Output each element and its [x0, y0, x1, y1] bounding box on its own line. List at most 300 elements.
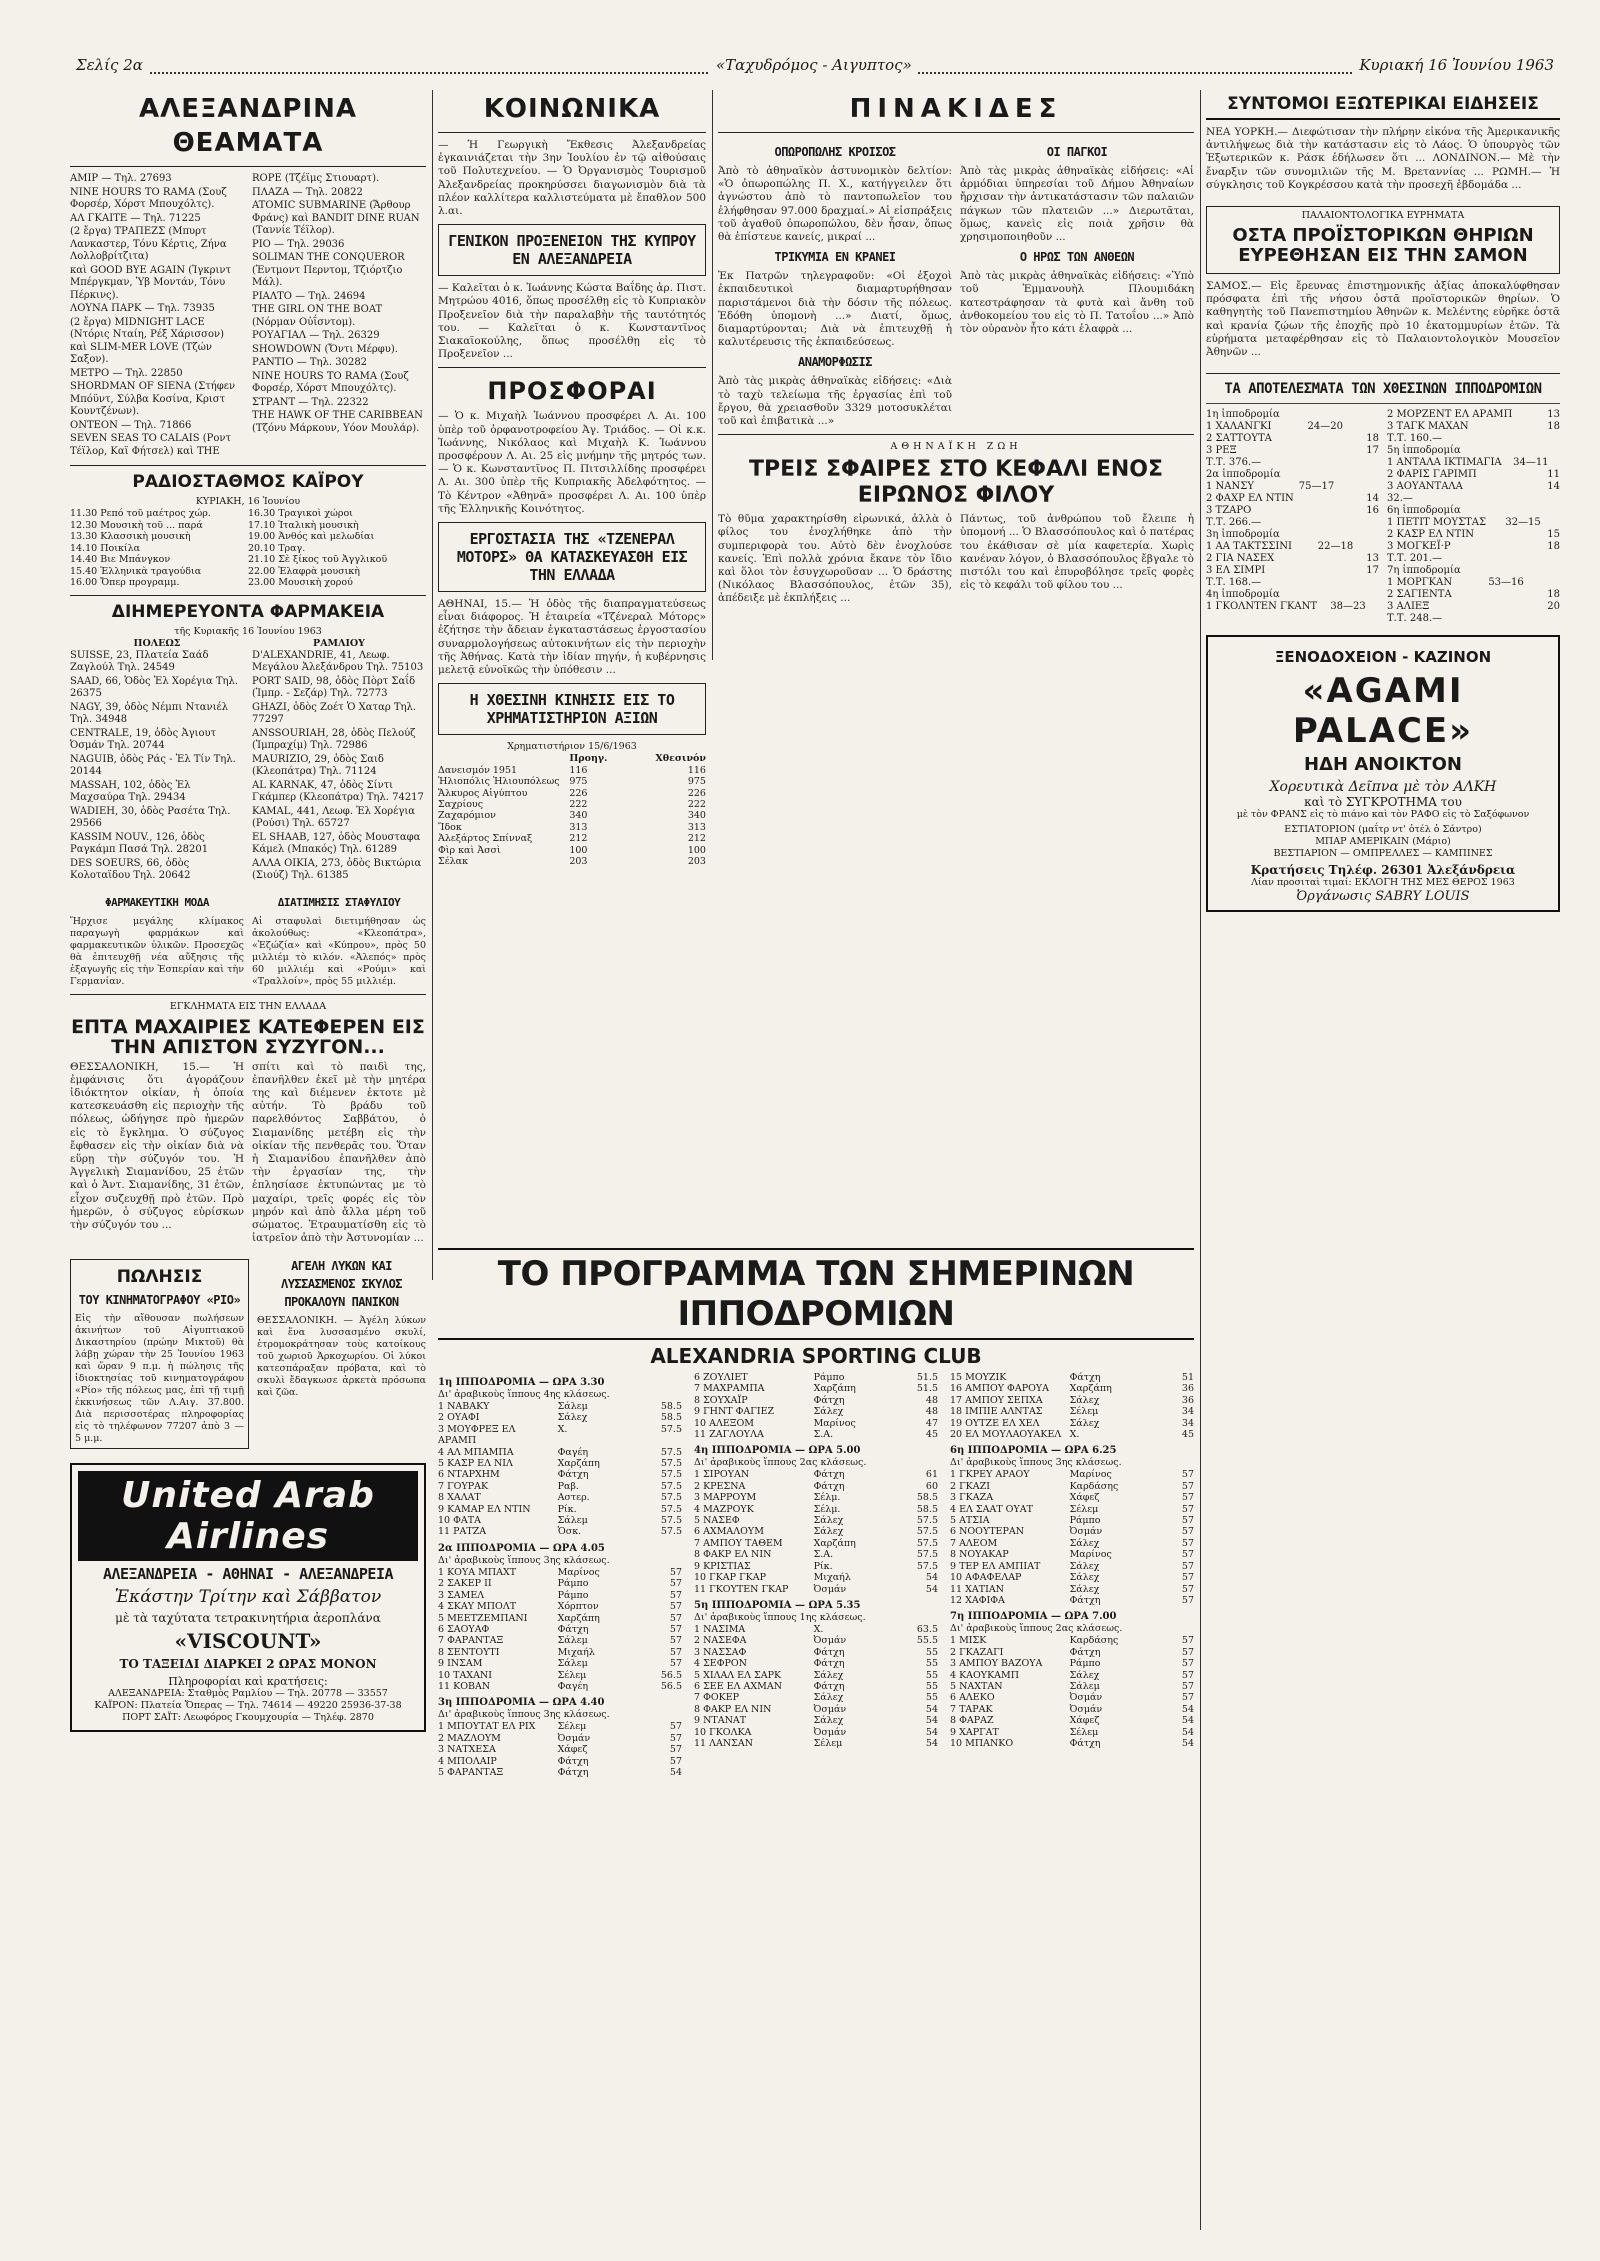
result-row — [1387, 517, 1560, 529]
horse-name: 8 ΦΑΡΑΖ — [950, 1715, 994, 1727]
pharmacy-entry: KASSIM NOUV., 126, ὁδὸς Ραγκάμπ Πασά Τηλ. 28201 — [70, 831, 209, 855]
bourse-row — [438, 810, 706, 821]
cinema-entry: SHOWDOWN (Ὄντι Μέρφυ). — [252, 343, 398, 355]
result-cell: 2 ΓΙΑ ΝΑΣΕΧ — [1206, 553, 1275, 565]
horse-name: 5 ΜΕΕΤΖΕΜΠΑΝΙ — [438, 1612, 528, 1624]
gm-headline: ΕΡΓΟΣΤΑΣΙΑ ΤΗΣ «ΤΖΕΝΕΡΑΛ ΜΟΤΟΡΣ» ΘΑ ΚΑΤΑΣΚΕΥΑΣΘΗ ΕΙΣ ΤΗΝ ΕΛΛΑΔΑ — [456, 530, 688, 585]
race-heading: 3η ΙΠΠΟΔΡΟΜΙΑ — ΩΡΑ 4.40 — [438, 1697, 605, 1709]
race-entry — [950, 1504, 1194, 1515]
result-row — [1206, 577, 1379, 589]
race-entry — [694, 1647, 938, 1658]
horse-weight: 57 — [1181, 1658, 1194, 1670]
column-society — [438, 90, 706, 1270]
agami-name: «AGAMI PALACE» — [1292, 671, 1474, 752]
result-cell: 2 ΣΑΤΤΟΥΤΑ — [1206, 433, 1272, 445]
result-row — [1387, 457, 1560, 469]
result-cell: 18 — [1547, 589, 1560, 601]
horse-weight: 36 — [1181, 1383, 1194, 1395]
pharmacy-entry: ΑΛΛΑ ΟΙΚΙΑ, 273, ὁδὸς Βικτώρια (Σιούζ) Τηλ. 61385 — [252, 857, 422, 881]
horse-name: 4 ΜΑΖΡΟΥΚ — [694, 1503, 754, 1515]
radio-slot: 19.00 Ἀνθός καὶ μελωδίαι — [248, 531, 375, 542]
uaa-info: Πληροφορίαι καὶ κρατήσεις: — [168, 1675, 328, 1689]
jockey-name: Σέλεμ — [557, 1669, 587, 1681]
horse-weight: 57 — [1181, 1572, 1194, 1584]
jockey-name: Σάλεχ — [813, 1669, 844, 1681]
result-cell: 2 ΜΟΡΖΕΝΤ ΕΛ ΑΡΑΜΠ — [1387, 409, 1513, 421]
jockey-name: Χαρζάπη — [557, 1612, 600, 1624]
horse-weight: 57 — [1181, 1560, 1194, 1572]
pharmacy-entry: SUISSE, 23, Πλατεία Σαάδ Ζαγλούλ Τηλ. 24549 — [70, 649, 209, 673]
result-cell: 13 — [1547, 409, 1560, 421]
horse-name: 1 ΜΙΣΚ — [950, 1635, 987, 1647]
result-row — [1206, 565, 1379, 577]
horse-name: 15 ΜΟΥΖΙΚ — [950, 1372, 1007, 1383]
horse-name: 17 ΑΜΠΟΥ ΣΕΠΧΑ — [950, 1394, 1043, 1406]
race-entry — [694, 1658, 938, 1669]
horse-weight: 57 — [669, 1566, 682, 1578]
bourse-row — [438, 845, 706, 856]
horse-name: 11 ΓΚΟΥΤΕΝ ΓΚΑΡ — [694, 1583, 789, 1595]
race-entry — [950, 1372, 1194, 1383]
result-cell: 24—20 — [1307, 421, 1343, 433]
horse-weight: 54 — [669, 1766, 682, 1778]
section-title: ΚΟΙΝΩΝΙΚΑ — [483, 94, 661, 124]
horse-name: 12 ΧΑΦΙΦΑ — [950, 1594, 1005, 1606]
jockey-name: Σέλμ. — [813, 1492, 841, 1504]
grape-prices-text: Αἱ σταφυλαὶ διετιμήθησαν ὡς ἀκολούθως: «Κλεοπάτρα», «Ἐζώζία» καὶ «Κύπρου», πρὸς 50 μιλλιέμ τὸ κιλόν. «Ἀλεπός» πρὸς 60 μιλλιέμ καὶ «Ρούμι» καὶ «Τραλλοίν», πρὸς 55 μιλλιέμ. — [252, 915, 426, 987]
horse-name: 8 ΣΟΥΧΑΪΡ — [694, 1394, 748, 1406]
bourse-cell: 975 — [569, 776, 588, 788]
horse-weight: 57 — [669, 1732, 682, 1744]
horse-name: 11 ΧΑΤΙΑΝ — [950, 1583, 1004, 1595]
horse-weight: 63.5 — [916, 1623, 938, 1635]
horse-name: 9 ΤΕΡ ΕΛ ΑΜΠΙΑΤ — [950, 1560, 1041, 1572]
race-entry — [694, 1584, 938, 1595]
radio-row — [70, 543, 426, 555]
race-entry — [438, 1756, 682, 1767]
horse-name: 1 ΣΙΡΟΥΑΝ — [694, 1469, 750, 1481]
horse-weight: 57 — [669, 1578, 682, 1590]
issue-date: Κυριακή 16 Ἰουνίου 1963 — [1353, 56, 1560, 74]
gm-text: ΑΘΗΝΑΙ, 15.— Ἡ ὁδὸς τῆς διαπραγματεύσεως εἶναι διάφορος. Ἡ ἑταιρεία «Τζένεραλ Μότορς» ἐζήτησε τὴν ἄδειαν ἐγκαταστάσεως ἐργοστασίου συναρμολογήσεως αὐτοκινήτων εἰς τὴν περιοχὴν τῆς Ἀθήνας. Κατὰ τὴν ἰδίαν πηγήν, ἡ κυβέρνησις μελετᾷ εὐνοϊκῶς τὴν ὑπόθεσιν ... — [438, 598, 706, 677]
horse-weight: 57 — [1181, 1680, 1194, 1692]
bourse-row — [438, 788, 706, 799]
crime-text-a: ΘΕΣΣΑΛΟΝΙΚΗ, 15.— Ἡ ἐμφάνισις ὅτι ἀγοράζουν ἰδιόκτητον οἰκίαν, ἡ ὁποία κατεσκευάσθη εἰς περιοχὴν τῆς πόλεως, ὠδήγησε πρὸ ἡμερῶν εἰς τὸ ἔγκλημα. Ὁ σύζυγος ἔφθασεν εἰς τὴν οἰκίαν διὰ νὰ εὕρῃ τὴν σύζυγόν του. Ἡ Ἀγγελικὴ Σιαμανίδου, 25 ἐτῶν καὶ ὁ Ἀντ. Σιαμανίδης, 31 ἐτῶν, εἶχον συζευχθῇ πρὸ ἐτῶν. Πρὸ ἡμερῶν, ὁ σύζυγος εὑρίσκων τὴν σύζυγόν του ... — [70, 1060, 244, 1231]
race-entry — [438, 1481, 682, 1492]
horse-weight: 57 — [669, 1658, 682, 1670]
agami-open: ΗΔΗ ΑΝΟΙΚΤΟΝ — [1304, 754, 1462, 776]
cinema-entry: ΡΟΥΑΓΙΑΛ — Τηλ. 26329 — [252, 330, 380, 341]
jockey-name: Καρδάσης — [1069, 1635, 1119, 1647]
result-cell: 11 — [1547, 469, 1560, 481]
radio-slot: 17.10 Ἰταλικὴ μουσικὴ — [248, 519, 359, 531]
radio-row — [70, 577, 426, 589]
jockey-name: Ὀσμάν — [813, 1635, 847, 1647]
horse-weight: 57 — [1181, 1492, 1194, 1504]
jockey-name: Φάτχη — [557, 1755, 589, 1767]
horse-name: 20 ΕΛ ΜΟΥΛΑΟΥΑΚΕΛ — [950, 1429, 1062, 1441]
race-entry — [438, 1578, 682, 1589]
jockey-name: Σ.Α. — [813, 1549, 834, 1561]
athens-headline: ΤΡΕΙΣ ΣΦΑΙΡΕΣ ΣΤΟ ΚΕΦΑΛΙ ΕΝΟΣ ΕΙΡΩΝΟΣ ΦΙΛΟΥ — [748, 457, 1164, 509]
race-entry — [694, 1372, 938, 1383]
bourse-cell: 226 — [569, 787, 588, 799]
horse-name: 5 ΑΤΣΙΑ — [950, 1515, 990, 1527]
horse-name: 3 ΣΑΜΕΛ — [438, 1589, 485, 1601]
cinema-entry: ΣΤΡΑΝΤ — Τηλ. 22322 — [252, 396, 369, 408]
horse-weight: 57.5 — [660, 1458, 682, 1470]
uaa-alex-office: ΑΛΕΞΑΝΔΡΕΙΑ: Σταθμὸς Ραμλίου — Τηλ. 20778 — 33557 — [108, 1688, 388, 1700]
results-left — [1206, 409, 1379, 625]
horse-name: 4 ΣΕΦΡΟΝ — [694, 1658, 747, 1670]
pharmacy-entry: NAGY, 39, ὁδὸς Νέμπι Ντανιέλ Τηλ. 34948 — [70, 701, 229, 725]
result-cell: 18 — [1366, 433, 1379, 445]
race-entry — [438, 1613, 682, 1624]
race-column-c — [950, 1372, 1194, 1778]
horse-name: 10 ΑΦΑΦΕΛΑΡ — [950, 1572, 1022, 1584]
horse-name: 10 ΤΑΧΑΝΙ — [438, 1669, 492, 1681]
jockey-name: Χαρζάπη — [1069, 1383, 1112, 1395]
cyprus-consulate-text: — Καλεῖται ὁ κ. Ἰωάννης Κώστα Βαΐδης ἀρ. Πιστ. Μητρώου 4016, ὅπως προσέλθῃ εἰς τὸ Κυπριακὸν Προξενεῖον διὰ τὴν παραλαβὴν τῆς ταυτότητός του. — Καλεῖται ὁ κ. Κωνσταντῖνος Σιακαϊοκούλης, ὅπως προσέλθῃ εἰς τὸ Προξενεῖον ... — [438, 282, 706, 361]
horse-weight: 51.5 — [916, 1372, 938, 1383]
horse-weight: 57 — [669, 1601, 682, 1613]
jockey-name: Σάλεχ — [813, 1406, 844, 1418]
race-entry — [950, 1549, 1194, 1560]
result-row — [1206, 589, 1379, 601]
jockey-name: Φάτχη — [813, 1394, 845, 1406]
horse-weight: 57 — [1181, 1515, 1194, 1527]
race-entry — [950, 1670, 1194, 1681]
bourse-cell: 222 — [569, 798, 588, 810]
horse-weight: 58.5 — [660, 1401, 682, 1412]
result-cell: 1 ΓΚΟΛΝΤΕΝ ΓΚΑΝΤ — [1206, 601, 1318, 613]
jockey-name: Φάτχη — [557, 1766, 589, 1778]
result-row — [1206, 421, 1379, 433]
race-entry — [950, 1635, 1194, 1646]
horse-weight: 57.5 — [916, 1515, 938, 1527]
result-row — [1387, 505, 1560, 517]
notice-title: ΤΡΙΚΥΜΙΑ ΕΝ ΚΡΑΝΕΙ — [774, 250, 896, 265]
jockey-name: Μαρίνος — [557, 1566, 600, 1578]
horse-name: 2 ΓΚΑΖΙ — [950, 1480, 990, 1492]
horse-weight: 55.5 — [916, 1635, 938, 1647]
horse-weight: 57.5 — [916, 1560, 938, 1572]
pharmacy-entry: CENTRALE, 19, ὁδὸς Ἀγιουτ Ὀσμάν Τηλ. 20744 — [70, 727, 217, 751]
offers-text: — Ὁ κ. Μιχαὴλ Ἰωάννου προσφέρει Λ. Αι. 100 ὑπὲρ τοῦ ὀρφανοτροφείου Ἀγ. Τριάδος. — Οἱ κ.κ. Ἰωάννης, Νικόλαος καὶ Μιχαὴλ Κ. Ἰωάννου προσφέρουν Λ. Αι. 25 εἰς μνήμην τῆς μητρός των. — Ὁ κ. Κωνσταντῖνος Π. Πιτσιλλίδης προσφέρει Λ. Αι. 300 ὑπὲρ τῆς Κυπριακῆς Ἀδελφότητος. — Τὸ Κέντρον «Ἀθηνᾶ» προσφέρει Λ. Αι. 100 ὑπὲρ τῆς Ἑλληνικῆς Κοινότητος. — [438, 410, 706, 515]
bourse-row — [438, 833, 706, 844]
horse-weight: 34 — [1181, 1417, 1194, 1429]
race-conditions: Δι' ἀραβικοὺς ἵππους 3ης κλάσεως. — [950, 1457, 1122, 1469]
horse-name: 1 ΝΑΣΙΜΑ — [694, 1623, 746, 1635]
result-cell: 3 ΤΑΓΚ ΜΑΧΑΝ — [1387, 421, 1469, 433]
result-cell: 32.— — [1387, 493, 1413, 505]
result-row — [1206, 409, 1379, 421]
uaa-portsaid-office: ΠΟΡΤ ΣΑΪΤ: Λεωφόρος Γκουμχουρία — Τηλέφ. 2870 — [122, 1712, 374, 1724]
bourse-cell: 212 — [687, 833, 706, 845]
horse-weight: 57 — [1181, 1594, 1194, 1606]
horse-weight: 54 — [925, 1572, 938, 1584]
race-conditions: Δι' ἀραβικοὺς ἵππους 4ης κλάσεως. — [438, 1389, 610, 1400]
cinema-listing-right — [252, 173, 426, 459]
horse-weight: 54 — [1181, 1737, 1194, 1749]
result-cell: 34—11 — [1513, 457, 1549, 469]
horse-weight: 57 — [1181, 1526, 1194, 1538]
jockey-name: Φάτχη — [813, 1469, 845, 1481]
bourse-date: Χρηματιστήριον 15/6/1963 — [507, 741, 637, 753]
jockey-name: Σάλεμ — [557, 1401, 588, 1412]
horse-weight: 57 — [1181, 1635, 1194, 1647]
radio-slot: 13.30 Κλασσικὴ μουσικὴ — [70, 531, 191, 542]
horse-weight: 57 — [669, 1721, 682, 1733]
race-entry — [950, 1406, 1194, 1417]
result-cell: 14 — [1547, 481, 1560, 493]
horse-name: 3 ΓΚΑΖΑ — [950, 1492, 994, 1504]
athens-text-b: Πάντως, τοῦ ἀνθρώπου τοῦ ἔλειπε ἡ ὑπομονή ... Ὁ Βλασσόπουλος καὶ ὁ πατέρας του ἐκάθισαν σὲ μία καφετερία. Χωρὶς κανέναν λόγον, ὁ Βλασσόπουλος ἔβγαλε τὸ πιστόλι του καὶ ἐπυροβόλησε τρεῖς φορὲς εἰς τὸ κεφάλι τοῦ φίλου του ... — [960, 513, 1194, 592]
race-entry — [694, 1572, 938, 1583]
result-cell: 18 — [1547, 541, 1560, 553]
jockey-name: Χάφεζ — [1069, 1492, 1100, 1504]
notice-title: Ο ΗΡΩΣ ΤΩΝ ΑΝΘΕΩΝ — [1019, 250, 1135, 265]
horse-weight: 54 — [1181, 1715, 1194, 1727]
pharmacy-entry: EL SHAAB, 127, ὁδὸς Μουσταφα Κάμελ (Μπακός) Τηλ. 61289 — [252, 831, 421, 855]
horse-weight: 55 — [925, 1692, 938, 1704]
uaa-cairo-office: ΚΑΪΡΟΝ: Πλατεία Ὄπερας — Τηλ. 74614 — 49220 25936-37-38 — [94, 1700, 402, 1712]
race-entry — [438, 1401, 682, 1412]
agami-bar: ΜΠΑΡ ΑΜΕΡΙΚΑΙΝ (Μάριο) — [1315, 836, 1451, 848]
pharmacy-entry: MAURIZIO, 29, ὁδὸς Σαιδ (Κλεοπάτρα) Τηλ. 71124 — [252, 753, 384, 777]
result-row — [1206, 541, 1379, 553]
bourse-row — [438, 856, 706, 867]
pharma-fashion-title: ΦΑΡΜΑΚΕΥΤΙΚΗ ΜΟΔΑ — [104, 895, 210, 909]
wolves-text: ΘΕΣΣΑΛΟΝΙΚΗ. — Ἀγέλη λύκων καὶ ἕνα λυσσασμένο σκυλί, ἐτρομοκράτησαν τοὺς κατοίκους τοῦ χωριοῦ Ἀρκοχωρίου. Οἱ λύκοι κατεσπάραξαν πρόβατα, καὶ τὸ σκυλὶ ἔδαγκωσε ἀρκετὰ πρόσωπα καὶ ζῶα. — [257, 1315, 426, 1399]
race-entry — [694, 1538, 938, 1549]
result-cell: 32—15 — [1505, 517, 1541, 529]
agami-musicians: μὲ τὸν ΦΡΑΝΣ εἰς τὸ πιάνο καὶ τὸν ΡΑΦΟ εἰς τὸ Σαξόφωνον — [1236, 809, 1530, 821]
notice-text: Ἀπὸ τὰς μικρὰς ἀθηναϊκὰς εἰδήσεις: «Διὰ τὸ ταχὺ τελείωμα τῆς ἐργασίας ἐπὶ τοῦ ἔργου, θὰ χρειασθοῦν 3329 μοτοσυκλέται τοῦ καὶ ἐπιβατικὰ ...» — [718, 375, 952, 428]
bourse-row — [438, 776, 706, 787]
agami-phone: Κρατήσεις Τηλέφ. 26301 Ἀλεξάνδρεια — [1250, 863, 1516, 878]
horse-name: 10 ΓΚΟΛΚΑ — [694, 1726, 752, 1738]
jockey-name: Σέλεμ — [1069, 1503, 1099, 1515]
race-entry — [950, 1704, 1194, 1715]
horse-name: 7 ΦΑΡΑΝΤΑΞ — [438, 1635, 504, 1647]
horse-weight: 57 — [1181, 1480, 1194, 1492]
horse-name: 10 ΜΠΑΝΚΟ — [950, 1737, 1014, 1749]
horse-name: 8 ΣΕΝΤΟΥΤΙ — [438, 1646, 500, 1658]
horse-weight: 57.5 — [660, 1503, 682, 1515]
horse-name: 7 ΑΛΕΟΜ — [950, 1537, 998, 1549]
radio-slot: 22.00 Ἐλαφρὰ μουσικὴ — [248, 565, 360, 577]
horse-name: 9 ΚΑΜΑΡ ΕΛ ΝΤΙΝ — [438, 1503, 531, 1515]
horse-weight: 57 — [1181, 1503, 1194, 1515]
horse-name: 8 ΝΟΥΑΚΑΡ — [950, 1549, 1009, 1561]
jockey-name: Σάλεχ — [1069, 1583, 1100, 1595]
cinema-entry: ROPE (Τζέϊμς Στιουαρτ). — [252, 173, 380, 184]
horse-weight: 57.5 — [916, 1526, 938, 1538]
jockey-name: Ρίκ. — [557, 1503, 577, 1515]
race-conditions: Δι' ἀραβικοὺς ἵππους 2ας κλάσεως. — [950, 1623, 1123, 1635]
jockey-name: Φαγέη — [557, 1680, 589, 1692]
horse-name: 10 ΦΑΤΑ — [438, 1515, 481, 1527]
cinema-entry: SOLIMAN THE CONQUEROR (Ἐντμοντ Περντομ, Τζιόρτζιο Μάλ). — [252, 252, 405, 288]
result-row — [1206, 529, 1379, 541]
horse-weight: 57.5 — [660, 1423, 682, 1435]
bourse-cell: 226 — [687, 787, 706, 799]
horse-weight: 54 — [925, 1583, 938, 1595]
cinema-entry: ΛΟΥΝΑ ΠΑΡΚ — Τηλ. 73935 — [70, 303, 215, 314]
pharmacy-entry: WADIEH, 30, ὁδὸς Ρασέτα Τηλ. 29566 — [70, 805, 231, 829]
radio-row — [70, 554, 426, 566]
jockey-name: Μαρίνος — [1069, 1549, 1112, 1561]
race-entry — [950, 1727, 1194, 1738]
cinema-entry: ΡΙΟ — Τηλ. 29036 — [252, 238, 345, 250]
race-entry — [694, 1738, 938, 1749]
race-entry — [438, 1601, 682, 1612]
horse-weight: 57 — [669, 1612, 682, 1624]
column-foreign-news — [1206, 90, 1560, 2230]
horse-weight: 58.5 — [916, 1492, 938, 1504]
bourse-cell: Ζαχαρόμιον — [438, 810, 496, 822]
horse-name: 11 ΖΑΓΛΟΥΛΑ — [694, 1429, 764, 1441]
radio-title: ΡΑΔΙΟΣΤΑΘΜΟΣ ΚΑΪΡΟΥ — [132, 472, 364, 492]
cinema-entry: NINE HOURS TO RAMA (Σουζ Φορσέρ, Χόρστ Μπουχόλτς). — [70, 186, 227, 210]
result-cell: 22—18 — [1317, 541, 1354, 553]
result-cell: 17 — [1366, 565, 1379, 577]
newspaper-page — [70, 56, 1560, 2236]
jockey-name: Χαρζάπη — [813, 1383, 856, 1395]
race-entry — [438, 1624, 682, 1635]
column-notices — [718, 90, 1194, 1270]
agami-prices: Λίαν προσιταὶ τιμαί: ΕΚΛΟΓΗ ΤΗΣ ΜΕΣ ΘΕΡΟΣ 1963 — [1251, 877, 1515, 889]
pharmacy-ramleh-head: ΡΑΜΛΙΟΥ — [313, 637, 365, 649]
agami-restaurant: ΕΣΤΙΑΤΟΡΙΟΝ (μαΐτρ ντ' ὀτέλ ὁ Σάντρο) — [1284, 824, 1482, 836]
horse-name: 2 ΝΑΣΕΦΑ — [694, 1635, 747, 1647]
radio-slot: 20.10 Τραγ. — [248, 542, 306, 554]
horse-name: 10 ΓΚΑΡ ΓΚΑΡ — [694, 1572, 767, 1584]
cinema-entry: (2 ἔργα) MIDNIGHT LACE (Ντόρις Νταίη, Ρέξ Χάρισσον) καὶ SLIM-MER LOVE (Τζών Σαξον). — [70, 316, 225, 365]
horse-weight: 48 — [925, 1406, 938, 1418]
race-entry — [438, 1424, 682, 1447]
result-row — [1206, 553, 1379, 565]
radio-slot: 23.00 Μουσικὴ χορού — [248, 577, 353, 588]
race-heading: 7η ΙΠΠΟΔΡΟΜΙΑ — ΩΡΑ 7.00 — [950, 1611, 1117, 1623]
uaa-duration: ΤΟ ΤΑΞΕΙΔΙ ΔΙΑΡΚΕΙ 2 ΩΡΑΣ ΜΟΝΟΝ — [119, 1657, 377, 1672]
horse-weight: 56.5 — [660, 1669, 682, 1681]
bourse-cell: Προηγ. — [569, 753, 608, 765]
result-cell: 13 — [1366, 553, 1379, 565]
race-entry — [950, 1584, 1194, 1595]
result-cell: 7η ἱπποδρομία — [1387, 565, 1461, 577]
horse-name: 1 ΚΟΥΑ ΜΠΑΧΤ — [438, 1566, 517, 1578]
race-entry — [950, 1658, 1194, 1669]
race-entry — [950, 1383, 1194, 1394]
result-row — [1387, 589, 1560, 601]
pharmacy-date: τῆς Κυριακῆς 16 Ἰουνίου 1963 — [174, 625, 322, 637]
agami-organisation: Ὀργάνωσις SABRY LOUIS — [1296, 889, 1470, 905]
race-entry — [950, 1572, 1194, 1583]
race-club: ALEXANDRIA SPORTING CLUB — [650, 1344, 982, 1368]
rio-sale-text: Εἰς τὴν αἴθουσαν πωλήσεων ἀκινήτων τοῦ Αἰγυπτιακοῦ Δικαστηρίου (πρώην Μικτοῦ) θὰ λάβῃ χώραν τὴν 25 Ἰουνίου 1963 καὶ ὥραν 9 π.μ. ἡ πώλησις τῆς ἰδιοκτησίας τοῦ κινηματογράφου «Ρίο» τῆς πόλεως μας, ἐπὶ τῇ τιμῇ ἐκκινήσεως τῶν Λ.Αιγ. 37.800. Διὰ περισσοτέρας πληροφορίας εἰς τὸ τηλέφωνον 77207 ἀπὸ 3 — 5 μ.μ. — [75, 1313, 244, 1445]
uaa-plane: «VISCOUNT» — [174, 1629, 322, 1654]
horse-weight: 36 — [1181, 1394, 1194, 1406]
horse-name: 3 ΑΜΠΟΥ ΒΑΖΟΥΑ — [950, 1658, 1043, 1670]
jockey-name: Αστερ. — [557, 1492, 590, 1504]
horse-weight: 57.5 — [660, 1480, 682, 1492]
agami-kicker: ΞΕΝΟΔΟΧΕΙΟΝ - ΚΑΖΙΝΟΝ — [1274, 648, 1492, 667]
cinema-listing-left — [70, 173, 244, 459]
race-entry — [438, 1526, 682, 1537]
bourse-cell: Σαχρίους — [438, 798, 484, 810]
result-row — [1387, 493, 1560, 505]
result-cell: 1 ΧΑΛΑΝΓΚΙ — [1206, 421, 1272, 433]
horse-name: 7 ΓΟΥΡΑΚ — [438, 1480, 489, 1492]
radio-slot: 15.40 Ἑλληνικὰ τραγούδια — [70, 565, 202, 577]
jockey-name: Χαρζάπη — [813, 1537, 856, 1549]
jockey-name: Χ. — [813, 1623, 824, 1635]
horse-weight: 45 — [1181, 1429, 1194, 1441]
race-entry — [694, 1504, 938, 1515]
bourse-row — [438, 822, 706, 833]
race-entry — [694, 1481, 938, 1492]
jockey-name: Σέλμ. — [813, 1503, 841, 1515]
result-row — [1387, 469, 1560, 481]
jockey-name: Φάτχη — [1069, 1372, 1101, 1383]
horse-name: 3 ΜΑΡΡΟΥΜ — [694, 1492, 757, 1504]
result-cell: 1 ΠΕΤΙΤ ΜΟΥΣΤΑΣ — [1387, 517, 1487, 529]
agami-dance: Χορευτικὰ Δεῖπνα μὲ τὸν ΑΛΚΗ — [1269, 779, 1497, 796]
notice-text: Ἀπὸ τὰς μικρὰς ἀθηναϊκὰς εἰδήσεις: «Ὑπὸ τοῦ Ἐμμανουὴλ Πλουμιδάκη κατεστράφησαν τὰ φυτὰ καὶ ἄνθη τοῦ ἀνθοκομείου του εἰς τὸ Π. Τατοΐου ...» Ἀπὸ τὸν οὐρανὸν ἦτο κάτι ἐλαφρὰ ... — [960, 270, 1194, 336]
bourse-cell — [438, 753, 567, 764]
cinema-entry: (2 ἔργα) ΤΡΑΠΕΖΣ (Μπυρτ Λανκαστερ, Τόνυ Κέρτις, Ζήνα Λολλοβρίτζιτα) — [70, 226, 227, 262]
race-column-b — [694, 1372, 938, 1778]
result-row — [1206, 517, 1379, 529]
jockey-name: Ράμπο — [813, 1372, 845, 1383]
horse-weight: 57.5 — [916, 1537, 938, 1549]
notice-title: ΟΠΩΡΟΠΩΛΗΣ ΚΡΟΙΣΟΣ — [774, 145, 896, 159]
pharmacy-list-city — [70, 650, 244, 883]
result-cell: 2 ΦΑΡΙΣ ΓΑΡΙΜΠ — [1387, 469, 1477, 481]
rio-sale-subtitle: ΤΟΥ ΚΙΝΗΜΑΤΟΓΡΑΦΟΥ «ΡΙΟ» — [78, 1293, 241, 1308]
result-cell: 3 ΡΕΞ — [1206, 445, 1237, 457]
uaa-logo: United Arab Airlines — [78, 1471, 418, 1561]
result-cell: 75—17 — [1298, 481, 1335, 493]
horse-weight: 54 — [1181, 1726, 1194, 1738]
column-entertainment — [70, 90, 426, 2230]
jockey-name: Φάτχη — [813, 1680, 845, 1692]
result-cell: 1 ΝΑΝΣΥ — [1206, 481, 1254, 493]
radio-slot: 16.00 Ὄπερ προγραμμ. — [70, 577, 180, 588]
jockey-name: Σ.Α. — [813, 1429, 834, 1441]
race-entry — [438, 1670, 682, 1681]
cinema-entry: SHORDMAN OF SIENA (Στήφεν Μπόϋντ, Σύλβα Κοσίνα, Κριστ Κουντζένων). — [70, 381, 236, 417]
jockey-name: Σάλεχ — [1069, 1669, 1100, 1681]
horse-weight: 54 — [925, 1726, 938, 1738]
race-entry — [950, 1418, 1194, 1429]
result-cell: 4η ἱπποδρομία — [1206, 589, 1280, 601]
jockey-name: Σάλεχ — [557, 1412, 588, 1424]
horse-name: 5 ΧΙΛΑΛ ΕΛ ΣΑΡΚ — [694, 1669, 782, 1681]
horse-weight: 34 — [1181, 1406, 1194, 1418]
horse-name: 6 ΑΧΜΑΛΟΥΜ — [694, 1526, 764, 1538]
horse-weight: 58.5 — [660, 1412, 682, 1424]
bourse-cell: 313 — [687, 821, 706, 833]
horse-weight: 57.5 — [916, 1549, 938, 1561]
radio-slot: 16.30 Τραγικοὶ χώροι — [248, 508, 353, 519]
horse-weight: 55 — [925, 1646, 938, 1658]
cyprus-consulate-title: ΓΕΝΙΚΟΝ ΠΡΟΞΕΝΕΙΟΝ ΤΗΣ ΚΥΠΡΟΥ ΕΝ ΑΛΕΞΑΝΔΡΕΙΑ — [448, 232, 696, 269]
horse-weight: 57.5 — [660, 1492, 682, 1504]
bourse-row — [438, 799, 706, 810]
